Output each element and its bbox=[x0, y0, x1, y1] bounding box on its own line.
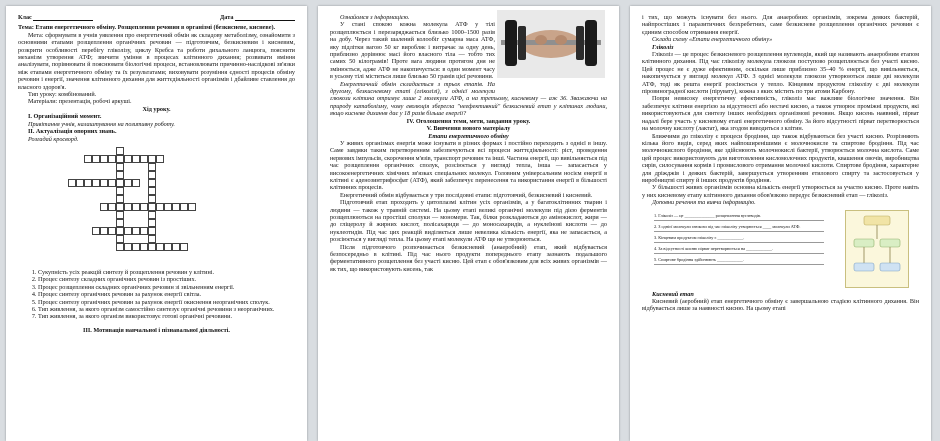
section-heading: ІІ. Актуалізація опорних знань. bbox=[28, 128, 117, 136]
clue-list bbox=[18, 269, 295, 321]
document-page-3[interactable] bbox=[630, 6, 931, 441]
body-paragraph: Гліколіз — це процес безкисневого розщеплення вуглеводів, який ще називають анаеробним етапом клітинного дихання. Під час гліколізу молекула глюкози поступово розщеплюється без участі кисню. Цей процес не є дуже ефективним, оскільки лише приблизно 35–40 % енергії, що вивільняється, накопичується у вигляді молекул АТФ. З однієї молекули глюкози утворюються лише дві молекули АТФ, тоді як решта енергії розсіюється у тепло. Кінцевим продуктом гліколізу є дві молекули піровиноградної кислоти (пірувату), кожна з яких містить по три атоми Карбону. bbox=[642, 51, 919, 96]
crossword-cell bbox=[132, 203, 140, 211]
crossword-cell bbox=[172, 243, 180, 251]
crossword-cell bbox=[140, 155, 148, 163]
crossword-cell bbox=[124, 227, 132, 235]
crossword-cell bbox=[68, 179, 76, 187]
crossword-cell bbox=[116, 179, 124, 187]
crossword-cell bbox=[132, 155, 140, 163]
clue-item: 5. Процес синтезу органічних речовин за рахунок енергії окиснення неорганічних сполук. bbox=[38, 299, 295, 306]
section-heading: V. Вивчення нового матеріалу bbox=[426, 125, 511, 133]
subsection-heading: Етапи енергетичного обміну bbox=[428, 132, 509, 140]
crossword-cell bbox=[116, 227, 124, 235]
body-paragraph: Підготовчий етап проходить у цитоплазмі клітин усіх організмів, а у багатоклітинних тварин і людини — також у травній системі. На цьому етапі великі органічні молекули під дією ферментів розщеплюються на простіші сполуки — мономери. Так, білки розкладаються до амінокислот, жири — до гліцеролу й жирних кислот, полісахариди — до моносахаридів, а нуклеїнові кислоти — до нуклеотидів. Під час цих реакцій виділяється лише невелика кількість енергії, яка не запасається, а розсіюється у вигляді тепла. На цьому етапі молекули АТФ ще не утворюються. bbox=[330, 199, 607, 244]
crossword-cell bbox=[140, 227, 148, 235]
crossword-cell bbox=[124, 243, 132, 251]
crossword-cell bbox=[92, 227, 100, 235]
crossword-cell bbox=[148, 187, 156, 195]
crossword-cell bbox=[116, 171, 124, 179]
crossword-cell bbox=[92, 179, 100, 187]
crossword-cell bbox=[132, 227, 140, 235]
crossword-cell bbox=[124, 155, 132, 163]
fill-in-label: Доповни речення та вивчи інформацію. bbox=[652, 199, 756, 207]
crossword-cell bbox=[140, 203, 148, 211]
document-page-2[interactable] bbox=[318, 6, 619, 441]
fill-in-line: 2. З однієї молекули глюкози під час гліколізу утворюється ____ молекули АТФ. bbox=[654, 223, 824, 232]
date-blank bbox=[235, 14, 295, 21]
course-heading: Хід уроку. bbox=[142, 105, 171, 113]
clue-item: 6. Тип живлення, за якого організм самостійно синтезує органічні речовини з неорганічних. bbox=[38, 306, 295, 313]
crossword-cell bbox=[156, 155, 164, 163]
crossword-cell bbox=[124, 179, 132, 187]
crossword-cell bbox=[156, 243, 164, 251]
crossword-cell bbox=[124, 203, 132, 211]
lesson-type: Тип уроку: комбінований. bbox=[28, 91, 97, 99]
crossword-grid bbox=[68, 147, 198, 265]
crossword-cell bbox=[116, 243, 124, 251]
crossword-cell bbox=[100, 179, 108, 187]
section-heading: І. Організаційний момент. bbox=[28, 113, 102, 121]
crossword-cell bbox=[148, 203, 156, 211]
body-paragraph: Кисневий (аеробний) етап енергетичного обміну є завершальною стадією клітинного дихання. Він відбувається лише за наявності кисню. На цьому етапі bbox=[642, 297, 919, 313]
fill-in-line: 4. За відсутності кисню пірват перетворюється на ____________. bbox=[654, 245, 824, 254]
clue-item: 3. Процес розщеплення складних органічних речовин зі звільненням енергії. bbox=[38, 284, 295, 291]
crossword-cell bbox=[148, 227, 156, 235]
scheme-label: Склади схему «Етапи енергетичного обміну» bbox=[652, 36, 773, 44]
crossword-cell bbox=[116, 195, 124, 203]
crossword-cell bbox=[100, 227, 108, 235]
date-label: Дата bbox=[220, 14, 234, 21]
barbell-icon bbox=[497, 10, 605, 78]
crossword-cell bbox=[132, 179, 140, 187]
lesson-topic: Тема: Етапи енергетичного обміну. Розщеплення речовин в організмі (безкисневе, кисневе). bbox=[18, 24, 276, 32]
glycolysis-diagram bbox=[845, 210, 909, 288]
crossword-cell bbox=[84, 155, 92, 163]
crossword-cell bbox=[148, 211, 156, 219]
crossword-cell bbox=[164, 243, 172, 251]
crossword-cell bbox=[92, 155, 100, 163]
class-blank bbox=[33, 14, 93, 21]
intro-question: Енергетичний обмін складається з трьох етапів. На другому, безкисневому етапі (гліколізі), з однієї молекули глюкози клітина отримує лише 2 молекули АТФ, а на третьому, кисневому — аж 36. Зважаючи на природу катаболізму, чому еволюція зберегла "неефективний" безкисневий етап у клітинах людини, якщо кисневе дихання дає у 18 разів більше енергії? bbox=[330, 80, 607, 118]
section-heading: IV. Оголошення теми, мети, завдання уроку. bbox=[406, 117, 531, 125]
crossword-cell bbox=[148, 171, 156, 179]
crossword-cell bbox=[148, 163, 156, 171]
class-label: Клас bbox=[18, 14, 32, 21]
crossword-cell bbox=[100, 203, 108, 211]
crossword-cell bbox=[116, 203, 124, 211]
fill-in-line: 1. Гліколіз — це ______________ розщеплення вуглеводів. bbox=[654, 212, 824, 221]
clue-item: 1. Сукупність усіх реакцій синтезу й розщеплення речовин у клітині. bbox=[38, 269, 295, 276]
crossword-cell bbox=[156, 203, 164, 211]
intro-label: Ознайомся з інформацією. bbox=[340, 14, 410, 21]
crossword-cell bbox=[76, 179, 84, 187]
crossword-cell bbox=[116, 155, 124, 163]
crossword-cell bbox=[148, 219, 156, 227]
atp-fact-text: У стані спокою кожна молекула АТФ у тілі розщеплюється і перезаряджається близько 1000–1500 разів на добу. Через такий шалений колообіг сумарна маса АТФ, яку підлітки вагою 50 кг виробляє і витрачає за одну день, приблизно дорівнює масі його власного тіла — тобто тих самих 50 кілограмів! Проте вага людини протягом дня не змінюється, адже АТФ не накопичується: в один момент часу в усьому тілі міститься лише близько 50 грамів цієї речовини. bbox=[330, 21, 495, 81]
clue-item: 4. Процес синтезу органічних речовин за рахунок енергії світла. bbox=[38, 291, 295, 298]
barbell-image bbox=[497, 10, 605, 78]
crossword-cell bbox=[148, 155, 156, 163]
body-paragraph: У більшості живих організмів основна кількість енергії утворюється за участю кисню. Проте навіть у них кисневому етапу клітинного дихання обов'язково передує безкисневий етап — гліколіз. bbox=[642, 184, 919, 199]
lesson-materials: Матеріали: презентація, робочі аркуші. bbox=[28, 98, 132, 106]
fill-in-line: 3. Кінцевим продуктом гліколізу є ____________. bbox=[654, 234, 824, 243]
crossword-cell bbox=[148, 195, 156, 203]
crossword-cell bbox=[116, 235, 124, 243]
crossword-cell bbox=[116, 187, 124, 195]
body-paragraph: Ближчими до гліколізу є процеси бродіння, що також відбуваються без участі кисню. Розрізняють кілька його видів, серед яких найпоширенішими є молочнокисле та спиртове бродіння. Під час молочнокислого бродіння, яке здійснюють молочнокислі бактерії, утворюється молочна кислота. Саме цей процес використовують для виготовлення кисломолочних продуктів, квашення овочів, виробництва сирів, силосування кормів і промислового отримання молочної кислоти. Спиртове бродіння, характерне для дріжджів і деяких бактерій, завершується утворенням етилового спирту та застосовується у виробництві спирту й інших продуктів бродіння. bbox=[642, 132, 919, 184]
crossword-cell bbox=[164, 203, 172, 211]
crossword-cell bbox=[180, 203, 188, 211]
crossword-cell bbox=[140, 243, 148, 251]
crossword-cell bbox=[84, 179, 92, 187]
worksheet-figure bbox=[642, 210, 919, 288]
crossword-cell bbox=[148, 235, 156, 243]
lesson-goal: Мета: сформувати в учнів уявлення про енергетичний обмін як складову метаболізму, ознайомити з основними етапами розщеплення органічних речовин — підготовчим, безкисневим і кисневим, розкрити особливості перебігу гліколізу, циклу Кребса та роботи дихального ланцюга, пояснити механізм утворення АТФ; звичити уміння в процесах клітинного дихання; розвивати вміння аналізувати, порівнювати й пояснювати біологічні процеси, встановлювати причинно-наслідкові зв'язки між етапами енергетичного обміну та їх результатами; виховувати розуміння єдності процесів обміну речовин і енергії, значення клітинного дихання для життєдіяльності організмів і дбайливе ставлення до власного здоров'я. bbox=[18, 31, 295, 91]
crossword-cell bbox=[108, 155, 116, 163]
subsection-heading: Кисневий етап bbox=[652, 290, 694, 298]
fill-in-lines bbox=[654, 212, 824, 267]
crossword-cell bbox=[108, 203, 116, 211]
crossword-cell bbox=[148, 243, 156, 251]
glycolysis-scheme-icon bbox=[846, 211, 908, 287]
subsection-heading: Гліколіз bbox=[652, 43, 674, 51]
section-heading: ІІІ. Мотивація навчальної і пізнавальної діяльності. bbox=[83, 326, 230, 334]
greeting-text: Привітання учнів, налаштування на позитивну роботу. bbox=[28, 120, 175, 128]
body-paragraph: і тих, що можуть існувати без нього. Для анаеробних організмів, зокрема деяких бактерій, найпростіших і паразитичних безхребетних, саме безкисневе розщеплення органічних речовин є єдиним способом отримання енергії. bbox=[642, 14, 919, 36]
crossword-cell bbox=[100, 155, 108, 163]
crossword-cell bbox=[108, 179, 116, 187]
clue-item: 7. Тип живлення, за якого організм використовує готові органічні речовини. bbox=[38, 313, 295, 320]
clue-item: 2. Процес синтезу складних органічних речовин із простіших. bbox=[38, 276, 295, 283]
body-paragraph: Після підготовчого розпочинається безкисневий (анаеробний) етап, який відбувається безпосередньо в клітині. Під час нього продукти попереднього етапу зазнають подальшого ферментативного розщеплення без участі кисню. Цей етап є обов'язковим для всіх живих організмів — як тих, що використовують кисень, так bbox=[330, 243, 607, 273]
body-paragraph: Енергетичний обмін відбувається у три послідовні етапи: підготовчий, безкисневий і кисневий. bbox=[340, 191, 593, 199]
crossword-cell bbox=[188, 203, 196, 211]
crossword-cell bbox=[148, 179, 156, 187]
page-header bbox=[18, 14, 295, 21]
crossword-cell bbox=[116, 219, 124, 227]
crossword-label: Розгадай кросворд. bbox=[28, 135, 79, 143]
crossword-cell bbox=[180, 243, 188, 251]
crossword-cell bbox=[132, 243, 140, 251]
crossword-cell bbox=[116, 163, 124, 171]
crossword-cell bbox=[108, 227, 116, 235]
crossword-cell bbox=[116, 147, 124, 155]
body-paragraph: Попри невисоку енергетичну ефективність, гліколіз має важливе біологічне значення. Він забезпечує клітини енергією за відсутності або нестачі кисню, а також утворює проміжні продукти, які використовуються для синтезу інших необхідних організмові речовин. Якщо кисень наявний, пірват надалі бере участь у кисневому етапі енергетичного обміну. За його відсутності пірват перетворюється на молочну кислоту (лактат), яка згодом виводиться з клітин. bbox=[642, 95, 919, 133]
document-page-1[interactable] bbox=[6, 6, 307, 441]
body-paragraph: У живих організмах енергія може існувати в різних формах і постійно переходить з однієї в іншу. Саме завдяки таким перетворенням забезпечуються всі процеси життєдіяльності: ріст, проведення нервових імпульсів, скорочення м'язів, транспорт речовин та інші. Частина енергії, що вивільняється під час розщеплення органічних сполук, розсіюється у вигляді тепла, інша — запасається у високоенергетичних хімічних зв'язках спеціальних молекул. Головним універсальним носієм енергії в клітині є аденозинтрифосфат (АТФ), який забезпечує перенесення та використання енергії в більшості клітинних процесів. bbox=[330, 139, 607, 192]
crossword-cell bbox=[116, 211, 124, 219]
fill-in-line: 5. Спиртове бродіння здійснюють ____________. bbox=[654, 256, 824, 265]
crossword-cell bbox=[172, 203, 180, 211]
